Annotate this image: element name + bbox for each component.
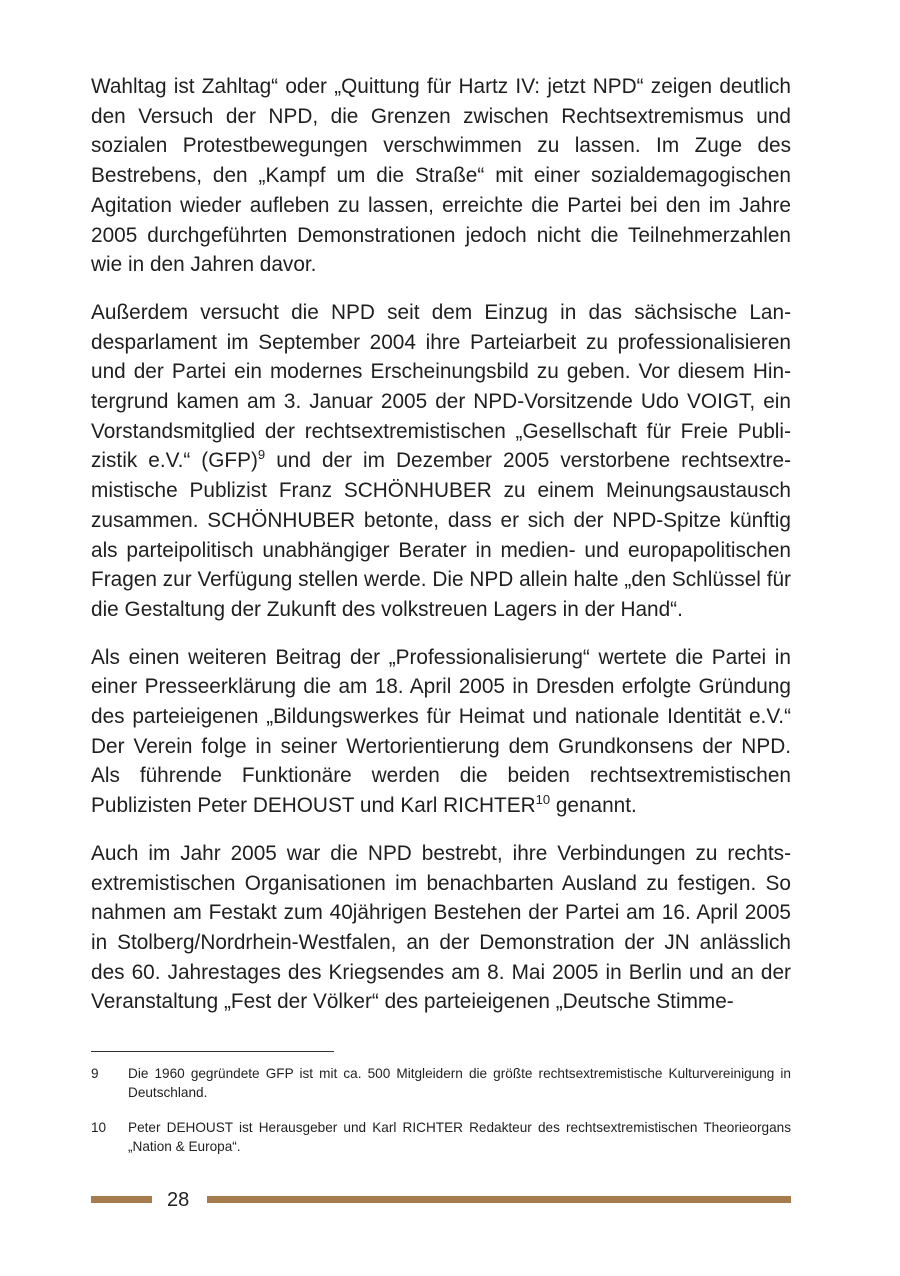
paragraph-3 xyxy=(91,643,791,821)
paragraph-4: Auch im Jahr 2005 war die NPD bestrebt, ihre Verbindungen zu rechtsextremistischen Organisationen im benachbarten Ausland zu festigen. So nahmen am Festakt zum 40jährigen Bestehen der Partei am 16. April 2005 in Stolberg/Nordrhein-Westfalen, an der Demonstration der JN anlässlich des 60. Jahrestages des Kriegsendes am 8. Mai 2005 in Berlin und an der Veranstaltung „Fest der Völker“ des parteieigenen „Deutsche Stimme- xyxy=(91,841,791,1014)
footnote-text: Peter DEHOUST ist Herausgeber und Karl RICHTER Redakteur des rechtsextremistischen Theorieorgans „Nation & Europa“. xyxy=(128,1120,791,1154)
paragraph-2-part-b: und der im Dezember 2005 verstorbene rechtsextremistische Publizist Franz SCHÖNHUBER zu einem Meinungsaustausch zusammen. SCHÖNHUBER betonte, dass er sich der NPD-Spitze künftig als parteipolitisch unabhängiger Berater in medien- und europapolitischen Fragen zur Verfügung stellen werde. Die NPD allein halte „den Schlüssel für die Gestaltung der Zukunft des volkstreuen Lagers in der Hand“. xyxy=(91,449,791,621)
footnote-number: 9 xyxy=(91,1066,99,1081)
footnote-divider xyxy=(91,1051,334,1052)
paragraph-3-part-b: genannt. xyxy=(550,794,637,818)
footnote-text: Die 1960 gegründete GFP ist mit ca. 500 Mitgleidern die größte rechtsextremistische Kulturvereinigung in Deutschland. xyxy=(128,1066,791,1100)
paragraph-2 xyxy=(91,298,791,625)
body-text xyxy=(91,72,791,1035)
footnotes xyxy=(91,1064,791,1172)
page-footer xyxy=(91,1186,791,1214)
footnote-number: 10 xyxy=(91,1120,107,1135)
footer-bar-left xyxy=(91,1196,152,1203)
paragraph-3-part-a: Als einen weiteren Beitrag der „Professionalisierung“ wertete die Partei in einer Presseerklärung die am 18. April 2005 in Dresden erfolgte Gründung des parteieigenen „Bildungswerkes für Heimat und nationale Identität e.V.“ Der Verein folge in seiner Wertorientierung dem Grundkonsens der NPD. Als führende Funktionäre werden die beiden rechtsextremistischen Publizisten Peter DEHOUST und Karl RICHTER xyxy=(91,645,791,818)
paragraph-2-part-a: Außerdem versucht die NPD seit dem Einzug in das sächsische Landesparlament im September 2004 ihre Parteiarbeit zu professionalisieren und der Partei ein modernes Erscheinungsbild zu geben. Vor diesem Hintergrund kamen am 3. Januar 2005 der NPD-Vorsitzende Udo VOIGT, ein Vorstandsmitglied der rechtsextremistischen „Gesellschaft für Freie Publizistik e.V.“ (GFP) xyxy=(91,300,791,473)
footer-bar-right xyxy=(207,1196,791,1203)
footnote-ref-10[interactable]: 10 xyxy=(535,792,551,808)
footnote-10 xyxy=(91,1118,791,1156)
footnote-9 xyxy=(91,1064,791,1102)
paragraph-1: Wahltag ist Zahltag“ oder „Quittung für Hartz IV: jetzt NPD“ zeigen deutlich den Versuch der NPD, die Grenzen zwischen Rechtsextremismus und sozialen Protestbewegungen verschwimmen zu lassen. Im Zuge des Bestrebens, den „Kampf um die Straße“ mit einer sozialdemagogischen Agitation wieder aufleben zu lassen, erreichte die Partei bei den im Jahre 2005 durchgeführten Demonstrationen jedoch nicht die Teilnehmerzahlen wie in den Jahren davor. xyxy=(91,75,791,277)
page-number: 28 xyxy=(167,1189,190,1211)
footnote-ref-9[interactable]: 9 xyxy=(257,447,266,463)
